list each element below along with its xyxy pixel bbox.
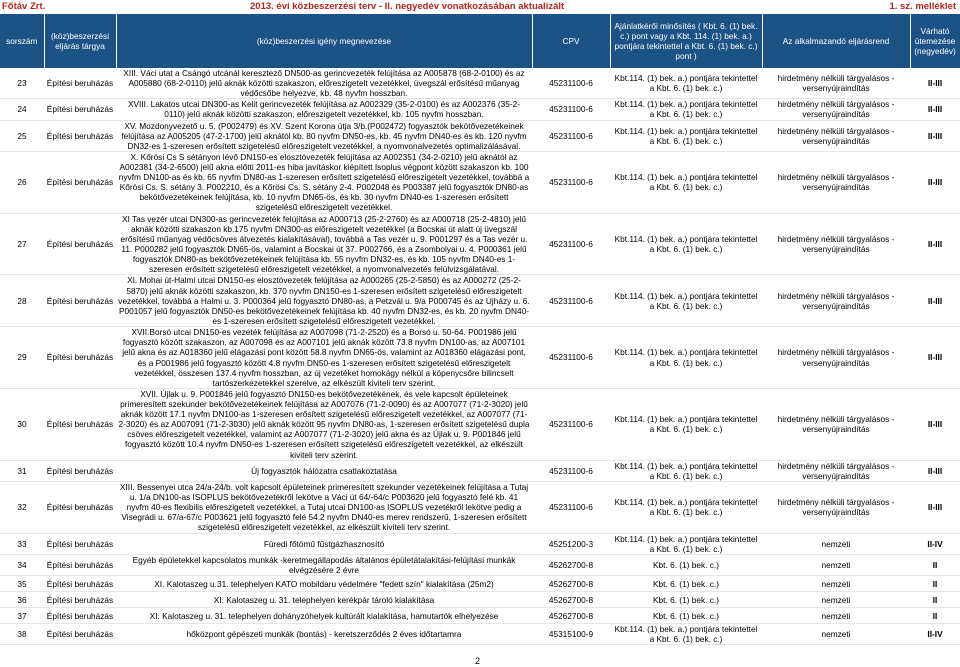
header-sorszam: sorszám (0, 14, 44, 68)
row-procedure: hirdetmény nélküli tárgyalásos - versenyújraindítás (762, 120, 910, 151)
row-procedure: nemzeti (762, 533, 910, 554)
row-procedure: nemzeti (762, 592, 910, 608)
row-cpv: 45251200-3 (532, 533, 610, 554)
row-subject-type: Építési beruházás (44, 213, 116, 275)
header-qualification: Ajánlatkérői minősítés ( Kbt. 6. (1) bek. c.) pont vagy a Kbt. 114. (1) bek. a.) pontjára tekintettel a Kbt. 6. (1) bek. c.) pont ) (610, 14, 762, 68)
row-subject-type: Építési beruházás (44, 460, 116, 481)
table-row (0, 576, 960, 592)
row-procedure: hirdetmény nélküli tárgyalásos - versenyújraindítás (762, 151, 910, 213)
row-number: 29 (0, 327, 44, 389)
row-description: XVIII. Lakatos utcai DN300-as Kelit gerincvezeték felújítása az A002329 (35-2-0100) és az A002376 (35-2-0110) jelű aknák közötti szakaszon, előreszigetelt vezetékkel, kb. 105 nyvfm hosszban. (116, 99, 532, 120)
row-subject-type: Építési beruházás (44, 555, 116, 576)
row-description: Füredi főtömű fűstgázhasznosító (116, 533, 532, 554)
row-subject-type: Építési beruházás (44, 608, 116, 624)
table-row (0, 327, 960, 389)
table-row (0, 481, 960, 533)
row-procedure: nemzeti (762, 555, 910, 576)
row-procedure: hirdetmény nélküli tárgyalásos - versenyújraindítás (762, 275, 910, 327)
row-cpv: 45262700-8 (532, 555, 610, 576)
row-procedure: hirdetmény nélküli tárgyalásos - versenyújraindítás (762, 481, 910, 533)
row-cpv: 45231100-6 (532, 151, 610, 213)
row-description: hőközpont gépészeti munkák (bontás) - keretszerződés 2 éves időtartamra (116, 624, 532, 645)
row-schedule: II-III (910, 327, 960, 389)
row-description: XVII. Újlak u. 9. P001846 jelű fogyasztó DN150-es bekötővezetékének, és vele kapcsolt épületeinek primeresített szekunder bekötővezetékeinek felújítása az A007076 (71-2-0090) és az A007077 (71-2-3020) jelű aknák között 17.1 nyvfm DN100-as 1-szeresen erősített szigetelésű előreszigetelt vezetékkel, az A007077 (71-2-3020) és az A007091 (71-2-3030) jelű aknák között 95 nyvfm DN80-as, 1-szeresen erősített szigetelésű dupla csöves előreszigetelt vezetékkel, valamint az A007077 (71-2-3020) jelű akna és az Újlak u. 9. P001846 jelű fogyasztó között 10.4 nyvfm DN50-es 1-szeresen erősített szigetelésű előreszigetelt vezetékkel, az elkészült kiviteli terv szerint. (116, 388, 532, 460)
row-number: 38 (0, 624, 44, 645)
row-schedule: II-III (910, 388, 960, 460)
row-qualification: Kbt.114. (1) bek. a.) pontjára tekintettel a Kbt. 6. (1) bek. c.) (610, 624, 762, 645)
table-row (0, 533, 960, 554)
row-qualification: Kbt. 6. (1) bek. c.) (610, 608, 762, 624)
row-procedure: hirdetmény nélküli tárgyalásos - versenyújraindítás (762, 99, 910, 120)
row-qualification: Kbt.114. (1) bek. a.) pontjára tekintettel a Kbt. 6. (1) bek. c.) (610, 460, 762, 481)
row-cpv: 45315100-9 (532, 624, 610, 645)
table-row (0, 460, 960, 481)
document-title: 2013. évi közbeszerzési terv - II. negyedév vonatkozásában aktualizált (250, 1, 565, 12)
table-row (0, 592, 960, 608)
row-qualification: Kbt. 6. (1) bek. c.) (610, 555, 762, 576)
table-row (0, 68, 960, 99)
row-number: 26 (0, 151, 44, 213)
row-schedule: II (910, 576, 960, 592)
procurement-plan-table (0, 14, 960, 645)
table-row (0, 388, 960, 460)
row-cpv: 45262700-8 (532, 592, 610, 608)
row-number: 33 (0, 533, 44, 554)
row-cpv: 45231100-6 (532, 99, 610, 120)
header-procurement-subject: (köz)beszerzési eljárás tárgya (44, 14, 116, 68)
row-subject-type: Építési beruházás (44, 592, 116, 608)
row-number: 28 (0, 275, 44, 327)
row-description: XI. Kalotaszeg u. 31. telephelyen kerékpár tároló kialakítása (116, 592, 532, 608)
row-qualification: Kbt. 6. (1) bek. c.) (610, 576, 762, 592)
row-subject-type: Építési beruházás (44, 481, 116, 533)
row-procedure: hirdetmény nélküli tárgyalásos - versenyújraindítás (762, 388, 910, 460)
row-subject-type: Építési beruházás (44, 151, 116, 213)
header-demand-name: (köz)beszerzési igény megnevezése (116, 14, 532, 68)
row-procedure: nemzeti (762, 624, 910, 645)
row-procedure: nemzeti (762, 608, 910, 624)
row-qualification: Kbt.114. (1) bek. a.) pontjára tekintettel a Kbt. 6. (1) bek. c.) (610, 99, 762, 120)
table-header-row (0, 14, 960, 68)
row-qualification: Kbt.114. (1) bek. a.) pontjára tekintettel a Kbt. 6. (1) bek. c.) (610, 327, 762, 389)
row-number: 23 (0, 68, 44, 99)
row-procedure: hirdetmény nélküli tárgyalásos - versenyújraindítás (762, 327, 910, 389)
row-subject-type: Építési beruházás (44, 533, 116, 554)
row-subject-type: Építési beruházás (44, 99, 116, 120)
row-description: Új fogyasztók hálózatra csatlakoztatása (116, 460, 532, 481)
row-qualification: Kbt.114. (1) bek. a.) pontjára tekintettel a Kbt. 6. (1) bek. c.) (610, 213, 762, 275)
row-procedure: nemzeti (762, 576, 910, 592)
row-description: XI. Mohai út-Halmi utcai DN150-es elosztóvezeték felújítása az A000265 (25-2-5850) és az A000272 (25-2-5870) jelű aknák közötti szakaszon, kb. 370 nyvfm DN150-es 1-szeresen erősített szigetelésű előreszigetelt vezetékkel, továbbá a Halmi u. 3. P000364 jelű fogyasztó DN80-as, a Petzvál u. 9/a P000745 és az Újházy u. 6. P001057 jelű fogyasztók DN50-es bekötővezetékeinek felújítása kb. 40 nyvfm DN32-es, és kb. 20 nyvfm DN40-es 1-szeresen erősített szigetelésű előreszigetelt vezetékkel. (116, 275, 532, 327)
annex-label: 1. sz. melléklet (889, 1, 956, 12)
row-number: 32 (0, 481, 44, 533)
row-qualification: Kbt.114. (1) bek. a.) pontjára tekintettel a Kbt. 6. (1) bek. c.) (610, 68, 762, 99)
header-schedule: Várható ütemezése (negyedév) (910, 14, 960, 68)
header-procedure: Az alkalmazandó eljárásrend (762, 14, 910, 68)
top-header-line (0, 0, 960, 14)
row-schedule: II (910, 555, 960, 576)
row-qualification: Kbt.114. (1) bek. a.) pontjára tekintettel a Kbt. 6. (1) bek. c.) (610, 481, 762, 533)
row-cpv: 45231100-6 (532, 120, 610, 151)
row-number: 34 (0, 555, 44, 576)
row-number: 30 (0, 388, 44, 460)
row-schedule: II-III (910, 151, 960, 213)
row-number: 35 (0, 576, 44, 592)
row-subject-type: Építési beruházás (44, 120, 116, 151)
row-qualification: Kbt.114. (1) bek. a.) pontjára tekintettel a Kbt. 6. (1) bek. c.) (610, 388, 762, 460)
row-schedule: II-III (910, 99, 960, 120)
row-number: 31 (0, 460, 44, 481)
row-subject-type: Építési beruházás (44, 388, 116, 460)
table-row (0, 151, 960, 213)
row-procedure: hirdetmény nélküli tárgyalásos - versenyújraindítás (762, 213, 910, 275)
company-name: Főtáv Zrt. (2, 1, 46, 12)
table-row (0, 120, 960, 151)
row-cpv: 45231100-6 (532, 481, 610, 533)
row-procedure: hirdetmény nélküli tárgyalásos - versenyújraindítás (762, 68, 910, 99)
row-description: XIII. Bessenyei utca 24/a-24/b. volt kapcsolt épületeinek primeresített szekunder vezetékeinek felújítása a Tutaj u. 1/a DN100-as ISOPLUS bekötővezetékről lekötve a Váci út 64/-64/c P003620 jelű fogyasztó felé kb. 41 nyvfm 40-es flexibilis előreszigetelt vezetékkel, a Tutaj utcai DN100-as ISOPLUS vezetékről lekötve pedig a Visegrádi u. 67/a-67/c P003621 jelű fogyasztó felé 54.2 nyvfm DN40-es merev rendszerű, 1-szeresen erősített szigetelésű előreszigetelt vezetékkel, az elkészült kiviteli terv szerint. (116, 481, 532, 533)
row-schedule: II-IV (910, 533, 960, 554)
table-row (0, 275, 960, 327)
row-cpv: 45231100-6 (532, 327, 610, 389)
row-qualification: Kbt.114. (1) bek. a.) pontjára tekintettel a Kbt. 6. (1) bek. c.) (610, 120, 762, 151)
row-schedule: II-III (910, 68, 960, 99)
row-description: XI. Kalotaszeg u.31. telephelyen KATO mobildaru védelmére "fedett szín" kialakítása (25m2) (116, 576, 532, 592)
row-description: Egyéb épületekkel kapcsolatos munkák -keretmegállapodás általános épületátalakítási-felújítási munkák elvégzésére 2 évre (116, 555, 532, 576)
row-number: 27 (0, 213, 44, 275)
row-subject-type: Építési beruházás (44, 68, 116, 99)
row-schedule: II (910, 608, 960, 624)
row-cpv: 45231100-6 (532, 275, 610, 327)
row-cpv: 45231100-6 (532, 460, 610, 481)
row-schedule: II-III (910, 120, 960, 151)
row-subject-type: Építési beruházás (44, 327, 116, 389)
row-cpv: 45231100-6 (532, 388, 610, 460)
row-cpv: 45231100-6 (532, 213, 610, 275)
row-subject-type: Építési beruházás (44, 275, 116, 327)
row-cpv: 45262700-8 (532, 608, 610, 624)
header-cpv: CPV (532, 14, 610, 68)
row-procedure: hirdetmény nélküli tárgyalásos - versenyújraindítás (762, 460, 910, 481)
row-subject-type: Építési beruházás (44, 624, 116, 645)
row-cpv: 45262700-8 (532, 576, 610, 592)
row-qualification: Kbt. 6. (1) bek. c.) (610, 592, 762, 608)
table-row (0, 213, 960, 275)
row-number: 36 (0, 592, 44, 608)
row-subject-type: Építési beruházás (44, 576, 116, 592)
row-description: XI. Kalotaszeg u. 31. telephelyen dohányzóhelyek kultúrált kialakítása, hamutartók elhelyezése (116, 608, 532, 624)
row-qualification: Kbt.114. (1) bek. a.) pontjára tekintettel a Kbt. 6. (1) bek. c.) (610, 275, 762, 327)
row-description: X. Kőrösi Cs S sétányon lévő DN150-es elosztóvezeték felújítása az A002351 (34-2-0210) jelű aknától az A002381 (34-2-6500) jelű akna előtti 2011-es hiba javításkor kiépített Isoplus végpont között szakaszon kb. 100 nyvfm DN100-as és kb. 65 nyvfm DN80-as 1-szeresen erősített szigetelésű előreszigetelt vezetékkel, továbbá a Kőrösi Cs. S. sétány 3. P002210, és a Kőrösi Cs. S. sétány 2-4. P002048 és P003387 jelű fogyasztók DN80-as bekötővezetékeinek felújítása, kb. 10 nyvfm DN65-ös, és kb. 30 nyvfm DN40-es 1-szeresen erősített szigetelésű előreszigetelt vezetékkel. (116, 151, 532, 213)
row-schedule: II-III (910, 213, 960, 275)
row-cpv: 45231100-6 (532, 68, 610, 99)
row-qualification: Kbt.114. (1) bek. a.) pontjára tekintettel a Kbt. 6. (1) bek. c.) (610, 151, 762, 213)
row-description: XV. Mozdonyvezető u. 5. (P002479) és XV. Szent Korona útja 3/b.(P002472) fogyasztók bekötővezetékeinek felújítása az A005205 (47-2-1700) jelű aknától kb. 80 nyvfm DN50-es, kb. 45 nyvfm DN40-es és kb. 120 nyvfm DN32-es 1-szeresen erősített szigetelésű előreszigetelt vezetékkel, a nyomvonalvezetés optimalizálásával. (116, 120, 532, 151)
row-schedule: II-III (910, 275, 960, 327)
row-description: XVII.Borsó utcai DN150-es vezeték felújítása az A007098 (71-2-2520) és a Borsó u. 50-64. P001986 jelű fogyasztó között szakaszon, az A007098 és az A007101 jelű aknák között 73.8 nyvfm DN100-as, az A007101 jelű akna és az A018360 jelű elágazási pont között 58.8 nyvfm DN65-ös, valamint az A018360 elágazási pont, és a P001986 jelű fogyasztó között 4.8 nyvfm DN50-es 1-szeresen erősített szigetelésű előreszigetelt vezetékkel, összesen 137.4 nyvfm hosszban, az új vezetéket homokágy nélkül a köpenycsőre bilincselt tartószerkezetekkel szerelve, az elkészült kiviteli terv szerint. (116, 327, 532, 389)
row-schedule: II (910, 592, 960, 608)
table-row (0, 555, 960, 576)
row-schedule: II-IV (910, 624, 960, 645)
row-qualification: Kbt.114. (1) bek. a.) pontjára tekintettel a Kbt. 6. (1) bek. c.) (610, 533, 762, 554)
row-number: 37 (0, 608, 44, 624)
table-row (0, 624, 960, 645)
page-number: 2 (475, 656, 481, 666)
row-description: XIII. Váci utat a Csángó utcánál keresztező DN500-as gerincvezeték felújítása az A005878 (68-2-0100) és az A005880 (68-2-0110) jelű aknák közötti szakaszon, előreszigetelt vezetékkel, üvegszál erősítésű műanyag védőcsőbe helyezve, kb. 48 nyvfm hosszban. (116, 68, 532, 99)
row-number: 25 (0, 120, 44, 151)
table-row (0, 608, 960, 624)
table-row (0, 99, 960, 120)
row-number: 24 (0, 99, 44, 120)
row-description: XI Tas vezér utcai DN300-as gerincvezeték felújítása az A000713 (25-2-2760) és az A000718 (25-2-4810) jelű aknák közötti szakaszon kb.175 nyvfm DN300-as előreszigetelt vezetékkel (a Bocskai út alatt új üvegszál erősítésű műanyag védőcsöves átvezetés kialakításával), továbbá a Tas vezér u. 9. P001297 és a Tas vezér u. 11. P000282 jelű fogyasztók DN65-ös, valamint a Bocskai út 37. P002766, és a Zsombolyai u. 4. P000361 jelű fogyasztók DN80-as bekötővezetékeinek felújítása kb. 55 nyvfm DN32-es, és kb. 105 nyvfm DN40-es 1-szeresen erősített szigetelésű előreszigetelt vezetékkel, a nyomvonalvezetés felülvizsgálatával. (116, 213, 532, 275)
row-schedule: II-III (910, 460, 960, 481)
row-schedule: II-III (910, 481, 960, 533)
